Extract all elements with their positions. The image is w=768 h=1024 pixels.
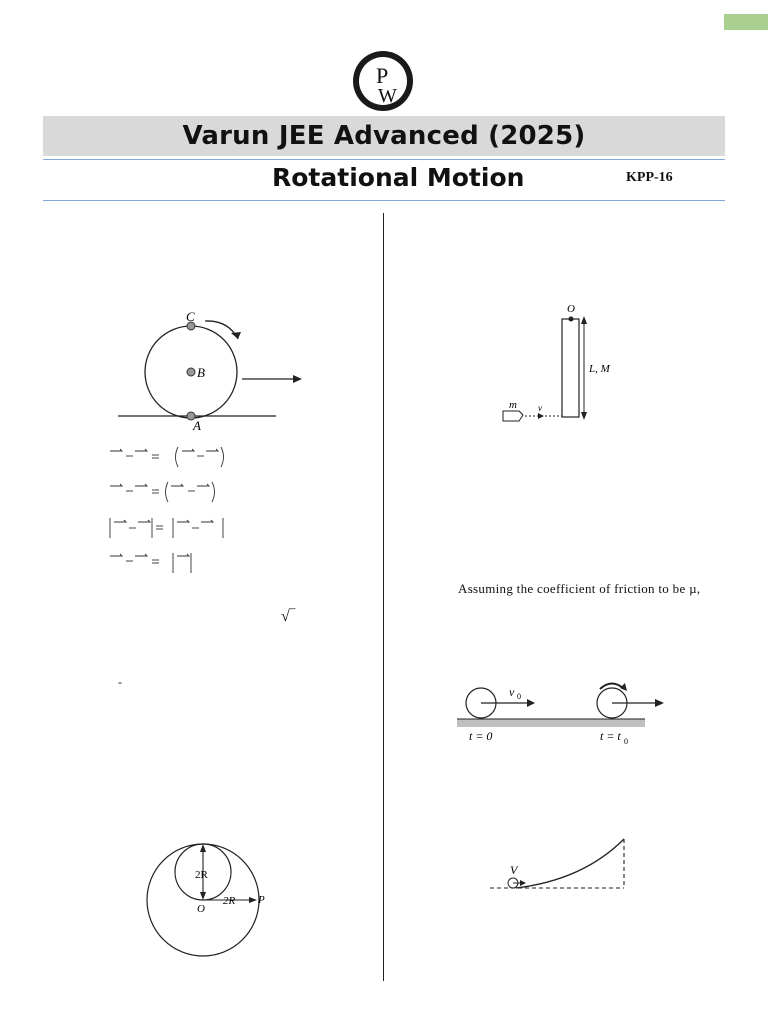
rolling-ball-figure	[455, 675, 670, 755]
label-o: O	[197, 903, 205, 915]
page-title: Varun JEE Advanced (2025)	[182, 121, 586, 151]
vector-options	[108, 446, 238, 576]
title-band	[43, 116, 725, 156]
label-tt0: t = t	[600, 729, 621, 743]
label-b: B	[197, 365, 205, 380]
sqrt-mark: √‾	[281, 608, 296, 625]
rolling-wheel-figure	[110, 305, 315, 435]
label-o: O	[567, 303, 575, 315]
label-t0: t = 0	[469, 729, 493, 743]
page-subtitle: Rotational Motion	[272, 163, 525, 192]
label-2r-horizontal: 2R	[223, 895, 236, 907]
dash-mark: -	[118, 675, 122, 689]
label-m: m	[509, 399, 517, 411]
label-c: C	[186, 309, 195, 324]
label-lm: L, M	[589, 363, 610, 375]
label-tt0-sub: 0	[624, 737, 628, 746]
svg-text:P: P	[376, 63, 389, 88]
label-2r-vertical: 2R	[195, 869, 208, 881]
label-v0-sub: 0	[517, 692, 521, 701]
header-rule-bottom	[43, 200, 725, 201]
label-v0: v	[509, 685, 515, 699]
friction-text: Assuming the coefficient of friction to be µ,	[458, 581, 701, 596]
pw-logo	[352, 50, 414, 112]
label-a: A	[193, 418, 201, 433]
label-v: V	[510, 863, 518, 877]
corner-tab	[724, 14, 768, 30]
hinged-rod-figure	[495, 300, 635, 430]
inner-circle-figure	[145, 835, 275, 960]
label-p: P	[258, 894, 265, 906]
sheet-code: KPP-16	[626, 170, 673, 185]
label-v: v	[538, 403, 542, 413]
curved-ramp-figure	[488, 835, 633, 895]
header-rule-top	[43, 159, 725, 160]
svg-text:W: W	[378, 85, 397, 107]
column-divider	[383, 213, 384, 981]
